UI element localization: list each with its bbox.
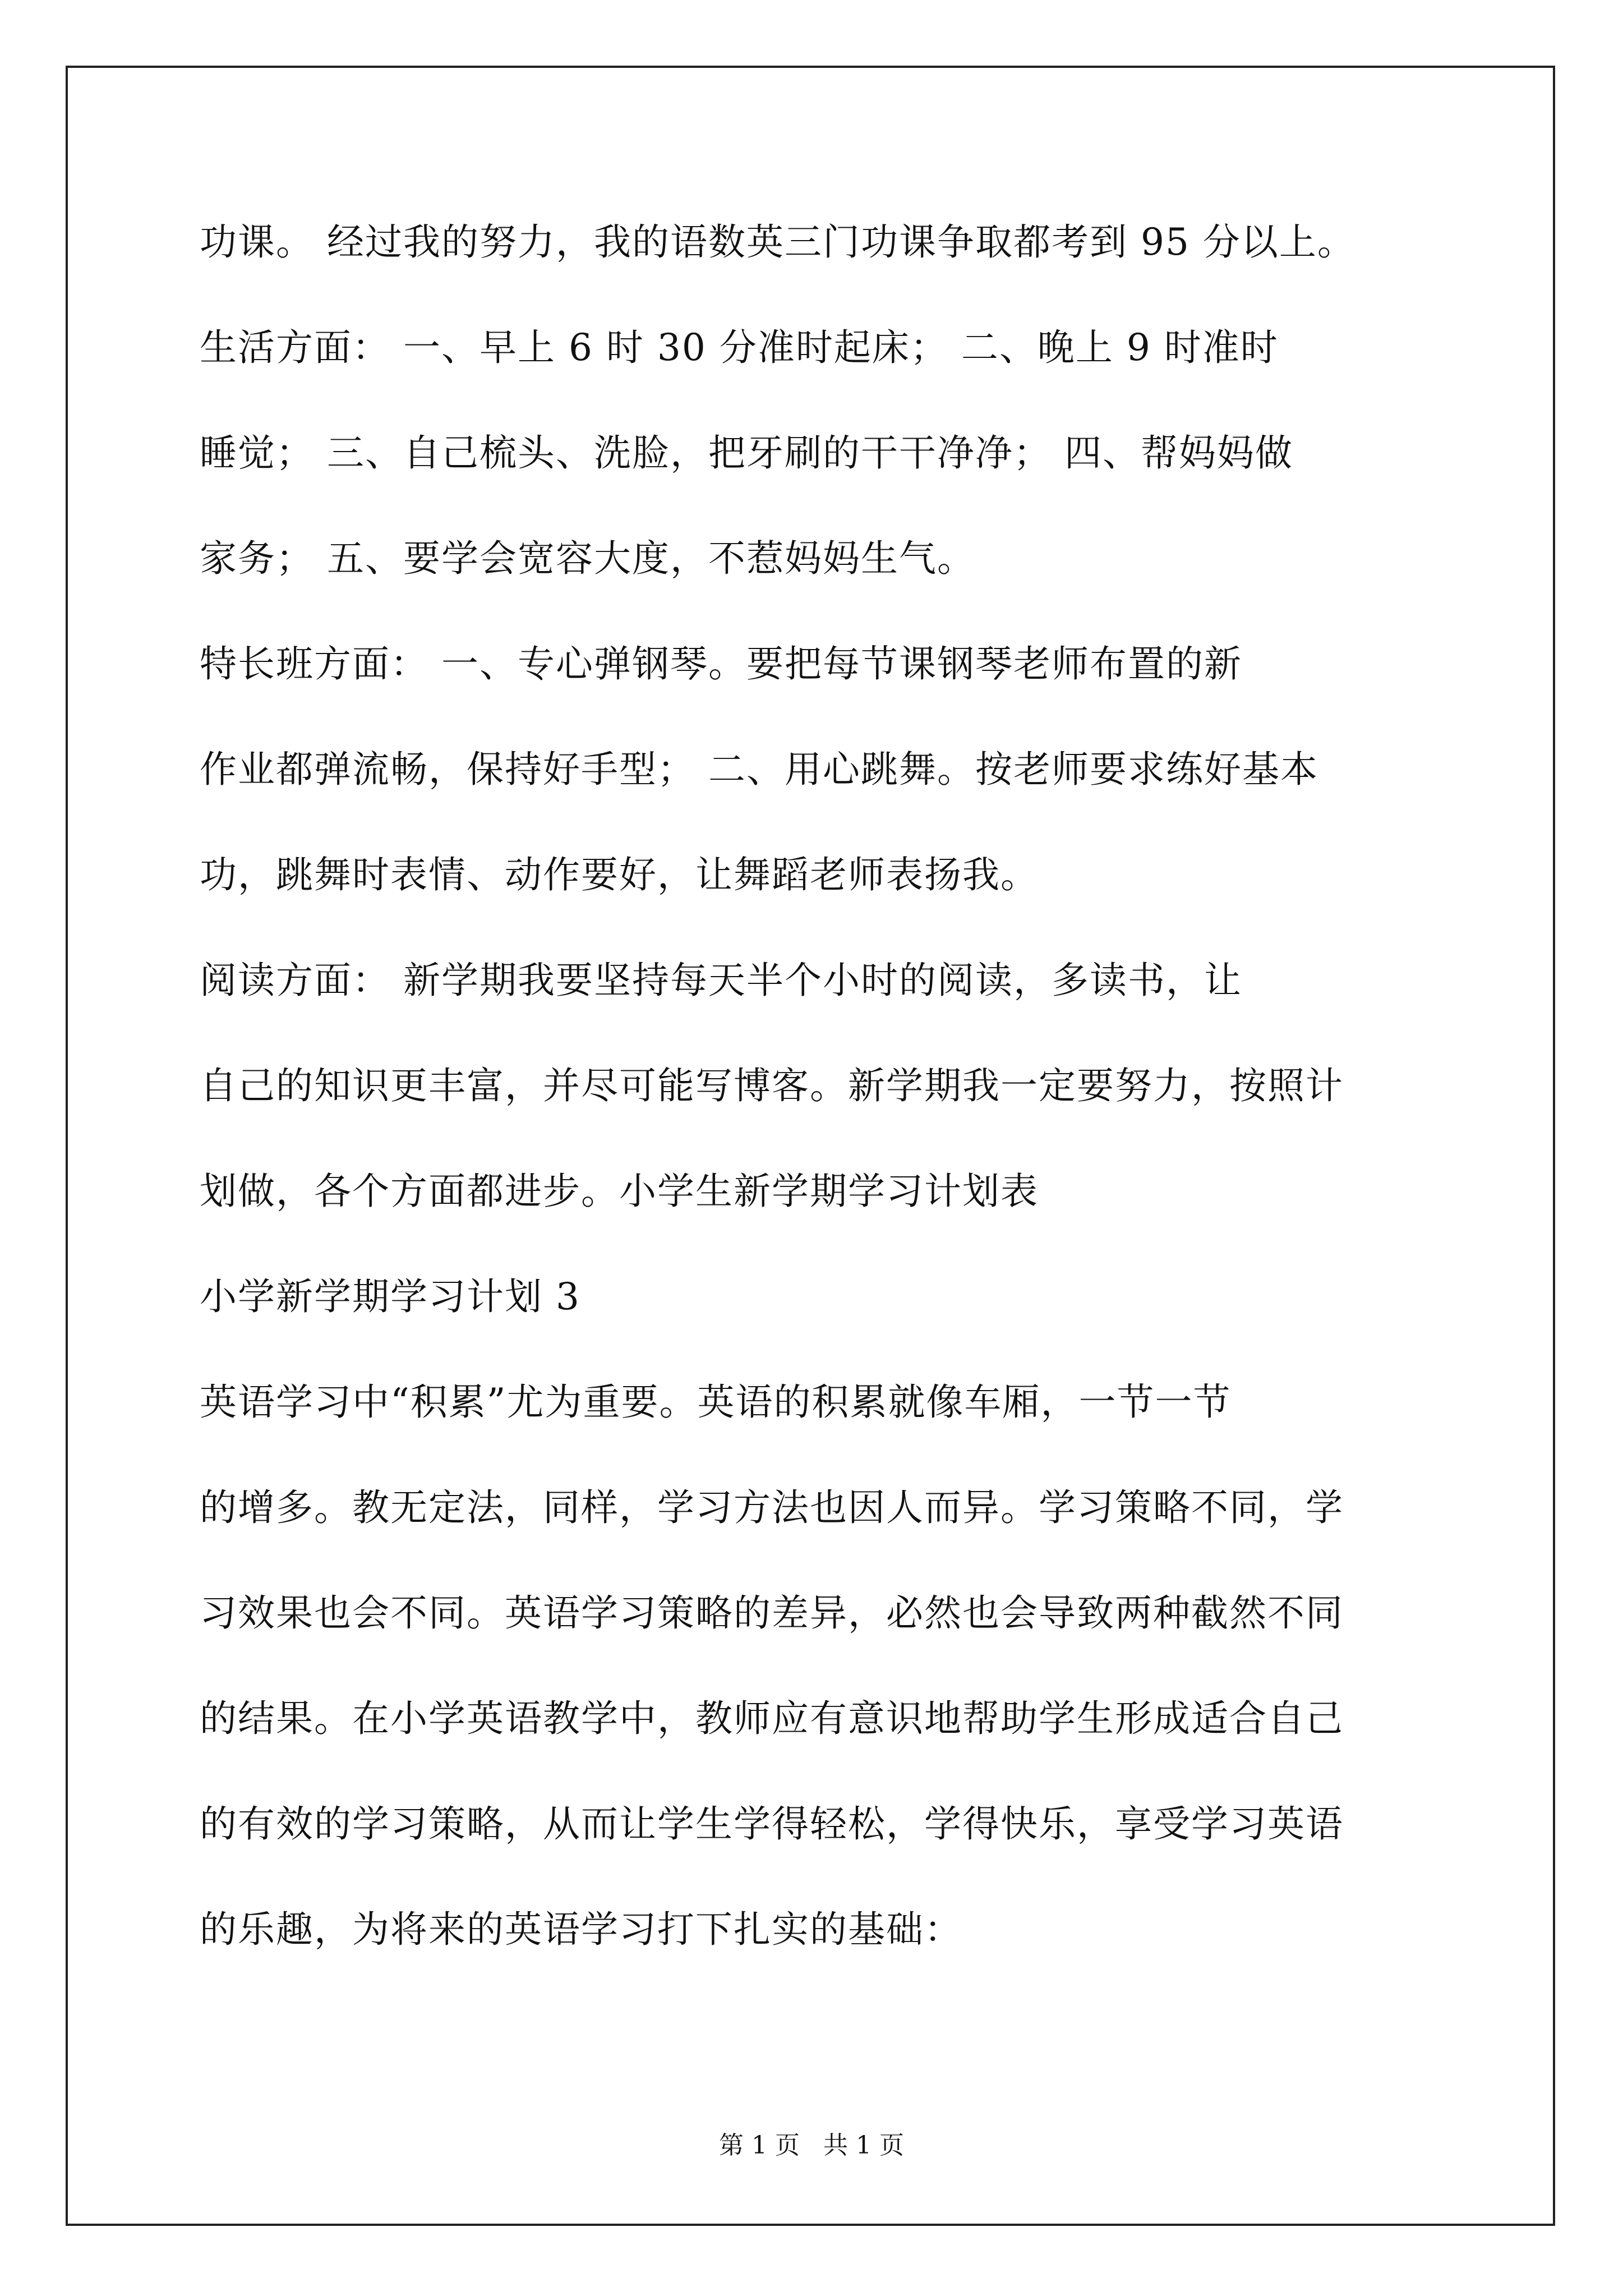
- text-line: 功课。 经过我的努力，我的语数英三门功课争取都考到 95 分以上。: [200, 220, 1355, 264]
- text-line: 的乐趣，为将来的英语学习打下扎实的基础：: [200, 1908, 962, 1951]
- text-line: 划做，各个方面都进步。小学生新学期学习计划表: [200, 1170, 1039, 1213]
- text-line: 英语学习中“积累”尤为重要。英语的积累就像车厢，一节一节: [200, 1381, 1232, 1424]
- text-line: 功，跳舞时表情、动作要好，让舞蹈老师表扬我。: [200, 853, 1039, 896]
- text-line: 自己的知识更丰富，并尽可能写博客。新学期我一定要努力，按照计: [200, 1064, 1344, 1107]
- text-line: 习效果也会不同。英语学习策略的差异，必然也会导致两种截然不同: [200, 1591, 1344, 1635]
- text-line: 作业都弹流畅，保持好手型； 二、用心跳舞。按老师要求练好基本: [200, 748, 1318, 791]
- page-border: [66, 66, 1555, 2226]
- section-heading: 小学新学期学习计划 3: [200, 1275, 580, 1318]
- text-line: 生活方面： 一、早上 6 时 30 分准时起床； 二、晚上 9 时准时: [200, 326, 1279, 369]
- text-line: 的增多。教无定法，同样，学习方法也因人而异。学习策略不同，学: [200, 1486, 1344, 1529]
- text-line: 阅读方面： 新学期我要坚持每天半个小时的阅读，多读书，让: [200, 959, 1242, 1002]
- text-line: 的有效的学习策略，从而让学生学得轻松，学得快乐，享受学习英语: [200, 1802, 1344, 1846]
- text-line: 家务； 五、要学会宽容大度，不惹妈妈生气。: [200, 537, 975, 580]
- text-line: 睡觉； 三、自己梳头、洗脸，把牙刷的干干净净； 四、帮妈妈做: [200, 431, 1293, 475]
- page-footer: 第 1 页 共 1 页: [719, 2131, 904, 2160]
- text-line: 特长班方面： 一、专心弹钢琴。要把每节课钢琴老师布置的新: [200, 642, 1242, 685]
- text-line: 的结果。在小学英语教学中，教师应有意识地帮助学生形成适合自己: [200, 1697, 1344, 1740]
